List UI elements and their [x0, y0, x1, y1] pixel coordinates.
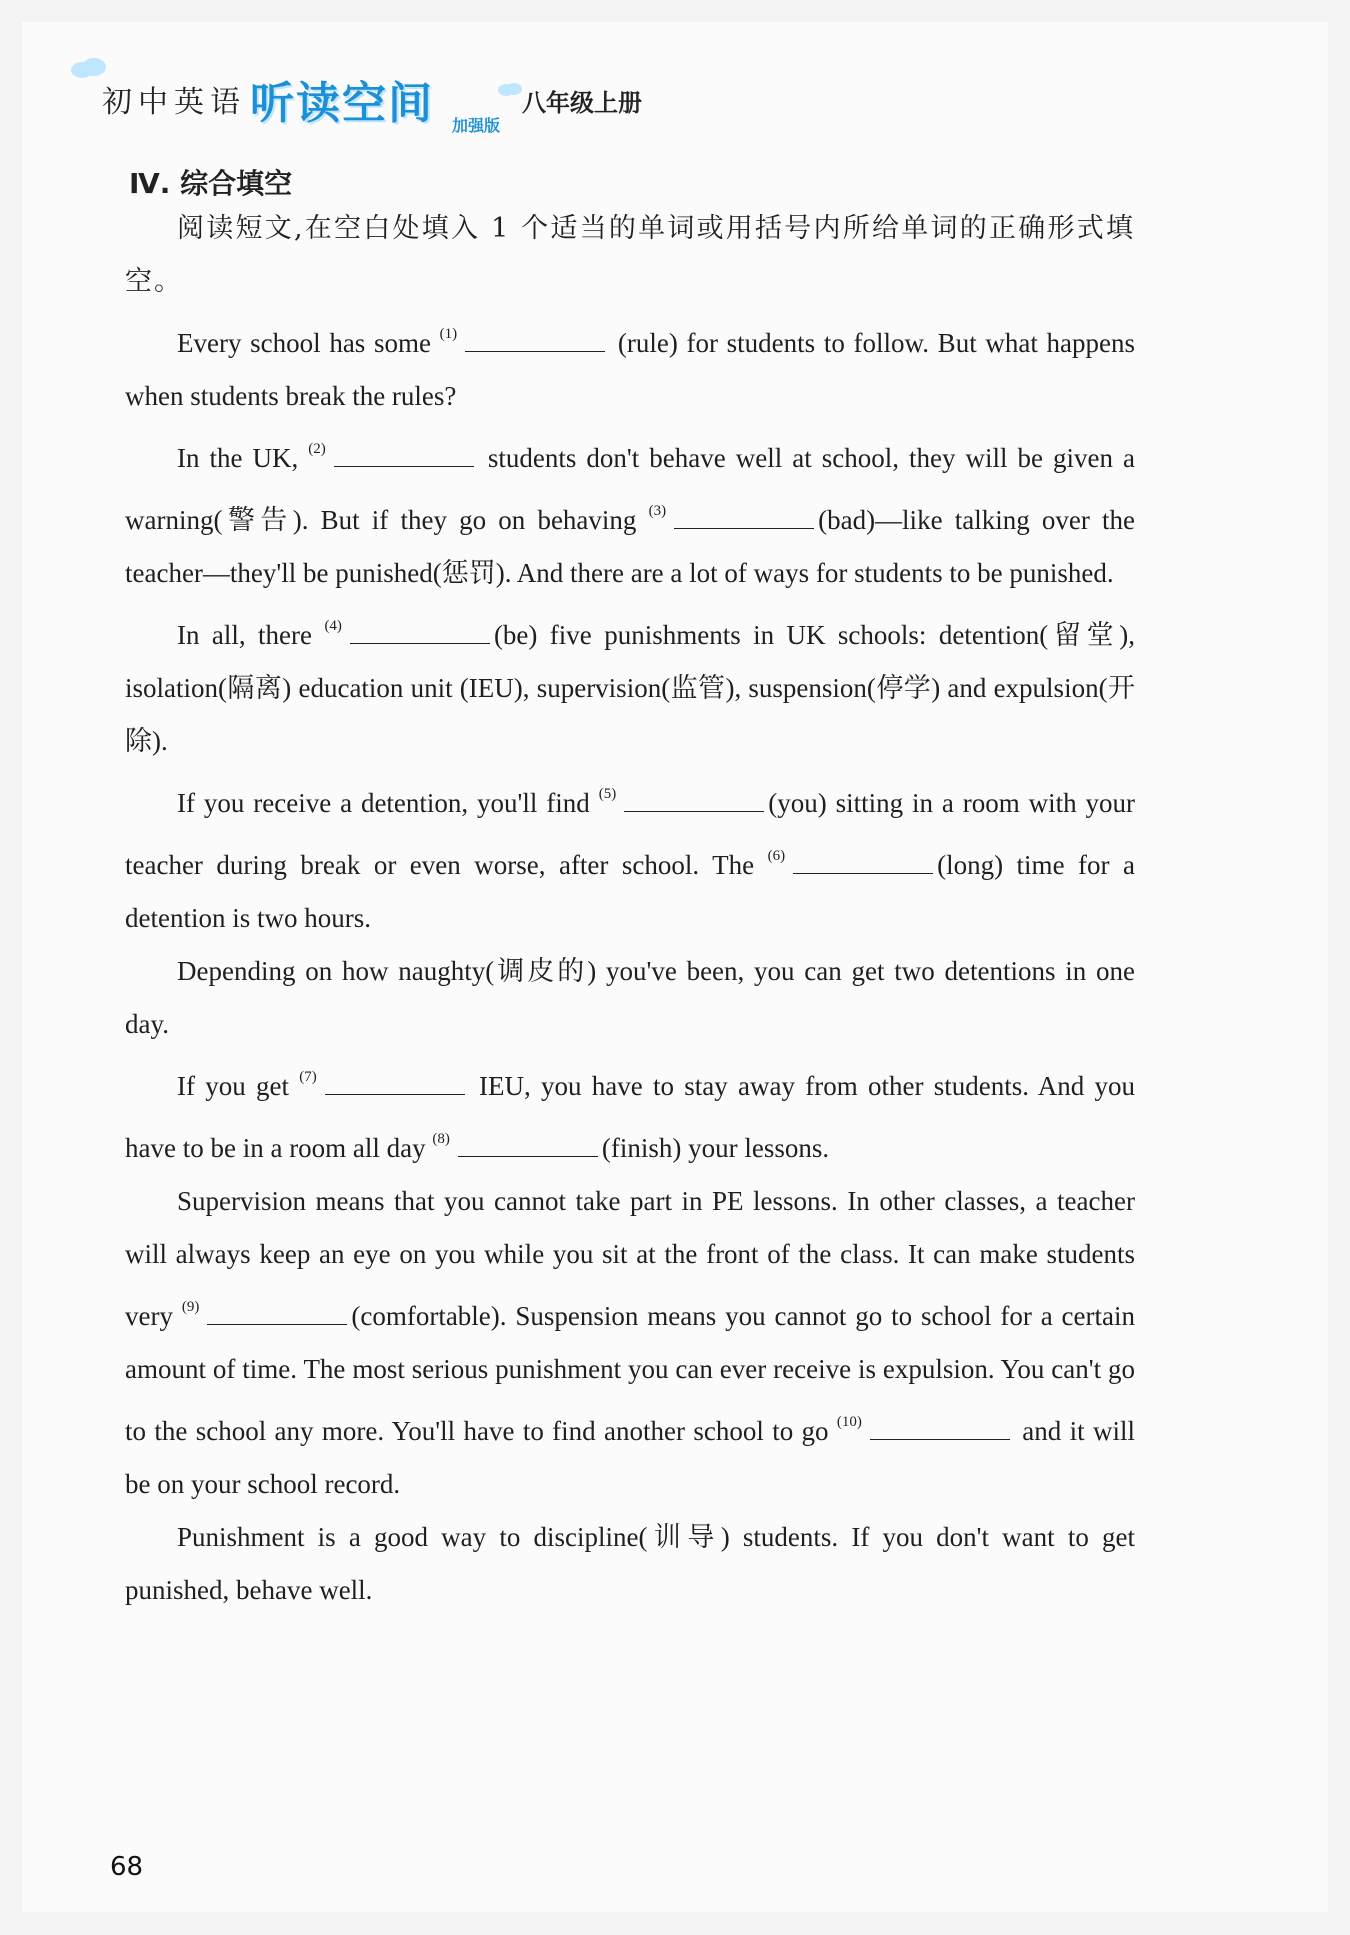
blank-number: (9): [181, 1299, 200, 1315]
paragraph: Supervision means that you cannot take part in PE lessons. In other classes, a teacher will always keep an eye on you while you sit at the front of the class. It can make students very $^{(9)}$ (comfortable). Suspension means you cannot go to school for a certain amount of time. The most serious punishment you can ever receive is expulsion. You can't go to the school any more. You'll have to find another school to go $^{(10)}$ and it will be on your school record.: [125, 1186, 1136, 1499]
paragraph: If you get $^{(7)}$ IEU, you have to stay away from other students. And you have to be in a room all day $^{(8)}$ (finish) your lessons.: [125, 1069, 1136, 1163]
exercise-content: [125, 202, 1135, 1617]
blank-number: (1): [439, 326, 458, 342]
blank-number: (5): [598, 786, 617, 802]
answer-blank[interactable]: [334, 444, 474, 467]
blank-number: (6): [767, 848, 786, 864]
paragraph: If you receive a detention, you'll find $^{(5)}$ (you) sitting in a room with your teacher during break or even worse, after school. The $^{(6)}$ (long) time for a detention is two hours.: [125, 786, 1135, 933]
paragraph: Every school has some $^{(1)}$ (rule) for students to follow. But what happens when students break the rules?: [125, 326, 1136, 411]
blank-number: (10): [836, 1414, 862, 1430]
answer-blank[interactable]: [465, 329, 605, 352]
brand-logo: 听读空间: [250, 78, 434, 129]
answer-blank[interactable]: [624, 789, 764, 812]
brand-subtitle: 加强版: [452, 116, 501, 135]
book-title: 初中英语: [102, 85, 246, 120]
blank-number: (7): [299, 1069, 317, 1085]
cloud-icon: [497, 81, 523, 97]
grade-label: 八年级上册: [522, 89, 642, 117]
paragraph: In the UK, $^{(2)}$ students don't behave well at school, they will be given a warning(警告). But if they go on behaving $^{(3)}$ (bad)—like talking over the teacher—they'll be punished(惩罚). And there are a lot of ways for students to be punished.: [125, 441, 1136, 588]
paragraph: Punishment is a good way to discipline(训导) students. If you don't want to get punished, behave well.: [125, 1522, 1135, 1605]
instruction: 阅读短文,在空白处填入 1 个适当的单词或用括号内所给单词的正确形式填空。: [125, 213, 1135, 297]
blank-number: (4): [324, 618, 342, 634]
answer-blank[interactable]: [207, 1302, 347, 1325]
answer-blank[interactable]: [674, 506, 814, 529]
page-header: [102, 67, 702, 137]
page: [22, 22, 1328, 1912]
paragraph: In all, there $^{(4)}$ (be) five punishments in UK schools: detention(留堂), isolation(隔离) education unit (IEU), supervision(监管), suspension(停学) and expulsion(开除).: [125, 618, 1136, 756]
blank-number: (2): [308, 441, 326, 457]
answer-blank[interactable]: [350, 621, 490, 644]
blank-number: (8): [432, 1131, 450, 1147]
answer-blank[interactable]: [458, 1134, 598, 1157]
answer-blank[interactable]: [793, 851, 933, 874]
answer-blank[interactable]: [870, 1417, 1010, 1440]
page-number: 68: [110, 1852, 144, 1882]
answer-blank[interactable]: [325, 1072, 465, 1095]
paragraph: Depending on how naughty(调皮的) you've been, you can get two detentions in one day.: [125, 956, 1135, 1039]
cloud-icon: [70, 57, 110, 79]
blank-number: (3): [648, 503, 667, 519]
section-title: Ⅳ. 综合填空: [129, 167, 293, 200]
